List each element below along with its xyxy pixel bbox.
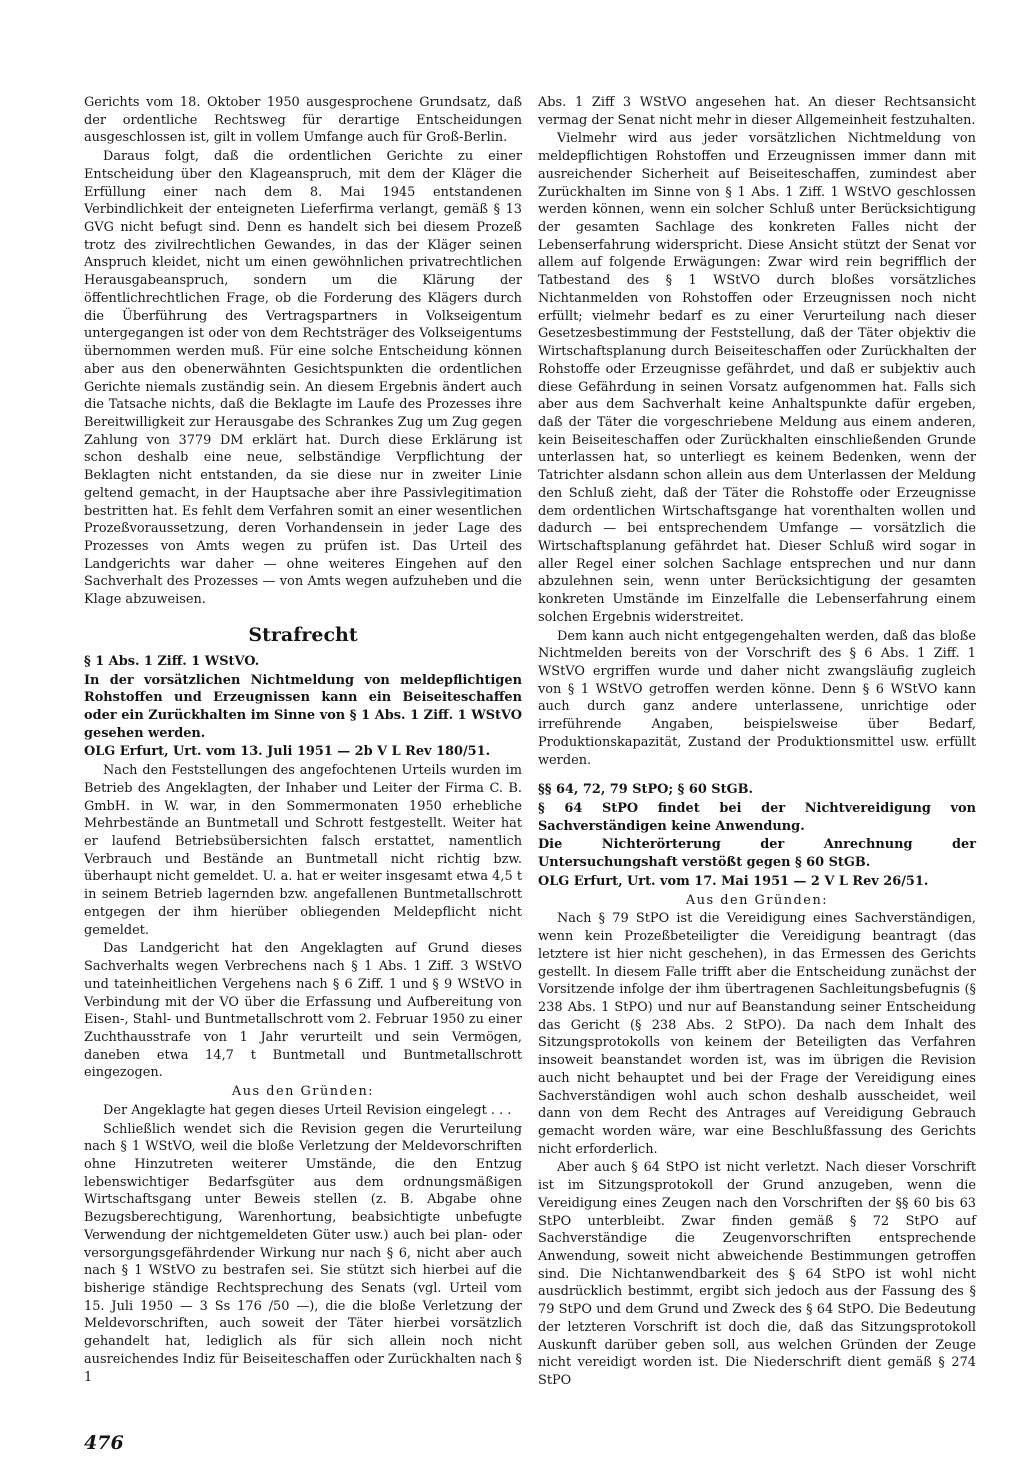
paragraph: Das Landgericht hat den Angeklagten auf Grund dieses Sachverhalts wegen Verbrechens nach § 1 Abs. 1 Ziff. 3 WStVO und tateinheitlichen Vergehens nach § 6 Ziff. 1 und § 9 WStVO in Verbindung mit der VO über die Erfassung und Aufbereitung von Eisen-, Stahl- und Buntmetallschrott vom 2. Februar 1950 zu einer Zuchthausstrafe von 1 Jahr verurteilt und sein Vermögen, daneben etwa 14,7 t Buntmetall und Buntmetallschrott eingezogen. (84, 941, 522, 1081)
paragraph: Dem kann auch nicht entgegengehalten werden, daß das bloße Nichtmelden bereits von der Vorschrift des § 6 Abs. 1 Ziff. 1 WStVO ergriffen wurde und daher nicht zwangsläufig zugleich von § 1 WStVO getroffen werden könne. Denn § 6 WStVO kann auch durch ganz andere unterlassene, unrichtige oder irreführende Angaben, beispielsweise über Bedarf, Produktionskapazität, Zustand der Produktionsmittel usw. erfüllt werden. (538, 628, 976, 768)
paragraph: Aber auch § 64 StPO ist nicht verletzt. Nach dieser Vorschrift ist im Sitzungsprotokoll der Grund anzugeben, wenn die Vereidigung eines Zeugen nach den Vorschriften der §§ 60 bis 63 StPO unterbleibt. Zwar finden gemäß § 72 StPO auf Sachverständige die Zeugenvorschriften entsprechende Anwendung, soweit nicht abweichende Bestimmungen getroffen sind. Die Nichtanwendbarkeit des § 64 StPO ist wohl nicht ausdrücklich bestimmt, ergibt sich jedoch aus der Fassung des § 79 StPO und dem Grund und Zweck des § 64 StPO. Die Bedeutung der letzteren Vorschrift ist doch die, daß das Sitzungsprotokoll Auskunft darüber geben soll, aus welchen Gründen der Zeuge nicht vereidigt worden ist. Die Niederschrift dient gemäß § 274 StPO (538, 1160, 976, 1389)
paragraph: Nach den Feststellungen des angefochtenen Urteils wurden im Betrieb des Angeklagten, der Inhaber und Leiter der Firma C. B. GmbH. in W. war, in den Sommermonaten 1950 erhebliche Mehrbestände an Buntmetall und Schrott festgestellt. Weiter hat er laufend Betriebsübersichten falsch erstattet, namentlich Verbrauch und Bestände an Buntmetall nicht richtig bzw. überhaupt nicht gemeldet. U. a. hat er weiter insgesamt etwa 4,5 t in seinem Betrieb lagernden bzw. angefallenen Buntmetallschrott entgegen der ihm hierüber obliegenden Meldepflicht nicht gemeldet. (84, 763, 522, 938)
paragraph: Abs. 1 Ziff 3 WStVO angesehen hat. An dieser Rechtsansicht vermag der Senat nicht mehr in dieser Allgemeinheit festzuhalten. (538, 95, 976, 128)
court-citation: OLG Erfurt, Urt. vom 13. Juli 1951 — 2b V L Rev 180/51. (84, 744, 491, 760)
paragraph: Nach § 79 StPO ist die Vereidigung eines Sachverständigen, wenn kein Prozeßbeteiligter die Vereidigung beantragt (das letztere ist hier nicht geschehen), in das Ermessen des Gerichts gestellt. In diesem Falle trifft aber die Entscheidung zunächst der Vorsitzende infolge der ihm übertragenen Sachleitungsbefugnis (§ 238 Abs. 1 StPO) und nur auf Beanstandung seiner Entscheidung das Gericht (§ 238 Abs. 2 StPO). Da nach dem Inhalt des Sitzungsprotokolls von keinem der Beteiligten das Verfahren insoweit beanstandet worden ist, was im übrigen die Revision auch nicht behauptet und bei der Frage der Vereidigung eines Sachverständigen wohl auch schon deshalb ausscheidet, weil dann von dem Recht des Antrages auf Vereidigung Gebrauch gemacht worden wäre, war eine Beschlußfassung des Gerichts nicht erforderlich. (538, 911, 976, 1157)
reasons-heading: Aus den Gründen: (685, 892, 829, 908)
paragraph: Schließlich wendet sich die Revision gegen die Verurteilung nach § 1 WStVO, weil die bloße Verletzung der Meldevorschriften ohne Hinzutreten weiterer Umstände, die den Entzug lebenswichtiger Bedarfsgüter aus dem ordnungsmäßigen Wirtschaftsgang unter Beweis stellen (z. B. Abgabe ohne Bezugsberechtigung, Warenhortung, beabsichtigte unbefugte Verwendung der nichtgemeldeten Güter usw.) auch bei plan- oder versorgungsgefährdender Wirkung nur nach § 6, nicht aber auch nach § 1 WStVO zu bestrafen sei. Sie stützt sich hierbei auf die bisherige ständige Rechtsprechung des Senats (vgl. Urteil vom 15. Juli 1950 — 3 Ss 176 /50 —), die die bloße Verletzung der Meldevorschriften, auch soweit der Täter hierbei vorsätzlich gehandelt hat, lediglich als für sich allein noch nicht ausreichendes Indiz für Beiseiteschaffen oder Zurückhalten nach § 1 (84, 1121, 522, 1385)
left-column (84, 94, 522, 1386)
page-number: 476 (84, 1432, 124, 1454)
right-column (538, 94, 976, 1390)
paragraph: Vielmehr wird aus jeder vorsätzlichen Nichtmeldung von meldepflichtigen Rohstoffen und Erzeugnissen immer dann mit ausreichender Sicherheit auf Beiseiteschaffen, zumindest aber Zurückhalten im Sinne von § 1 Abs. 1 Ziff. 1 WStVO geschlossen werden können, wenn ein solcher Schluß unter Berücksichtigung der gesamten Sachlage des konkreten Falles nicht der Lebenserfahrung widerspricht. Diese Ansicht stützt der Senat vor allem auf folgende Erwägungen: Zwar wird rein begrifflich der Tatbestand des § 1 WStVO durch bloßes vorsätzliches Nichtanmelden von Rohstoffen oder Erzeugnissen noch nicht erfüllt; vielmehr bedarf es zu einer Verurteilung nach dieser Gesetzesbestimmung der Feststellung, daß der Täter objektiv die Wirtschaftsplanung durch Beiseiteschaffen oder Zurückhalten der Rohstoffe oder Erzeugnisse gefährdet, und daß er subjektiv auch diese Gefährdung in seinen Vorsatz aufgenommen hat. Falls sich aber aus dem Sachverhalt keine Anhaltspunkte dafür ergeben, daß der Täter die vorgeschriebene Meldung aus einem anderen, kein Beiseiteschaffen oder Zurückhalten einschließenden Grunde unterlassen hat, so unterliegt es keinem Bedenken, wenn der Tatrichter alsdann schon allein aus dem Unterlassen der Meldung den Schluß zieht, daß der Täter die Rohstoffe oder Erzeugnisse dem ordentlichen Wirtschaftsgange hat vorenthalten wollen und dadurch — bei entsprechendem Umfange — vorsätzlich die Wirtschaftsplanung gefährdet hat. Dieser Schluß wird sogar in aller Regel einer solchen Sachlage entsprechen und nur dann abzulehnen sein, wenn unter Berücksichtigung der gesamten konkreten Umstände im Einzelfalle die Lebenserfahrung einem solchen Ergebnis widerstreitet. (538, 131, 976, 625)
section-title: Strafrecht (248, 623, 358, 646)
headnote: In der vorsätzlichen Nichtmeldung von meldepflichtigen Rohstoffen und Erzeugnissen kann ein Beiseiteschaffen oder ein Zurückhalten im Sinne von § 1 Abs. 1 Ziff. 1 WStVO gesehen werden. (84, 672, 522, 741)
headnote: § 64 StPO findet bei der Nichtvereidigung von Sachverständigen keine Anwendung. (538, 801, 976, 834)
paragraph: Daraus folgt, daß die ordentlichen Gerichte zu einer Entscheidung über den Klageanspruch, mit dem der Kläger die Erfüllung einer nach dem 8. Mai 1945 entstandenen Verbindlichkeit der enteigneten Lieferfirma verlangt, gemäß § 13 GVG nicht befugt sind. Denn es handelt sich bei diesem Prozeß trotz des zivilrechtlichen Gewandes, in das der Kläger seinen Anspruch kleidet, nicht um einen gewöhnlichen privatrechtlichen Herausgabeanspruch, sondern um die Klärung der öffentlichrechtlichen Frage, ob die Forderung des Klägers durch die Überführung des Vertragspartners in Volkseigentum untergegangen ist oder von dem Rechtsträger des Volkseigentums übernommen werden muß. Für eine solche Entscheidung können aber aus den obenerwähnten Gesichtspunkten die ordentlichen Gerichte niemals zuständig sein. An diesem Ergebnis ändert auch die Tatsache nichts, daß die Beklagte im Laufe des Prozesses ihre Bereitwilligkeit zur Herausgabe des Schrankes Zug um Zug gegen Zahlung von 3779 DM erklärt hat. Durch diese Erklärung ist schon deshalb eine neue, selbständige Verpflichtung der Beklagten nicht entstanden, da sie diese nur in zweiter Linie geltend gemacht, in der Hauptsache aber ihre Passivlegitimation bestritten hat. Es fehlt dem Verfahren somit an einer wesentlichen Prozeßvoraussetzung, deren Vorhandensein in jeder Lage des Prozesses von Amts wegen zu prüfen ist. Das Urteil des Landgerichts war daher — ohne weiteres Eingehen auf den Sachverhalt des Prozesses — von Amts wegen aufzuheben und die Klage abzuweisen. (84, 149, 522, 608)
reasons-heading: Aus den Gründen: (231, 1084, 375, 1100)
court-citation: OLG Erfurt, Urt. vom 17. Mai 1951 — 2 V L Rev 26/51. (538, 873, 929, 889)
paragraph: Gerichts vom 18. Oktober 1950 ausgesprochene Grundsatz, daß der ordentliche Rechtsweg für derartige Entscheidungen ausgeschlossen ist, gilt in vollem Umfange auch für Groß-Berlin. (84, 95, 522, 146)
statute-reference: §§ 64, 72, 79 StPO; § 60 StGB. (538, 782, 753, 798)
headnote: Die Nichterörterung der Anrechnung der Untersuchungshaft verstößt gegen § 60 StGB. (538, 837, 976, 871)
statute-reference: § 1 Abs. 1 Ziff. 1 WStVO. (84, 653, 260, 669)
paragraph: Der Angeklagte hat gegen dieses Urteil Revision eingelegt . . . (103, 1102, 512, 1118)
